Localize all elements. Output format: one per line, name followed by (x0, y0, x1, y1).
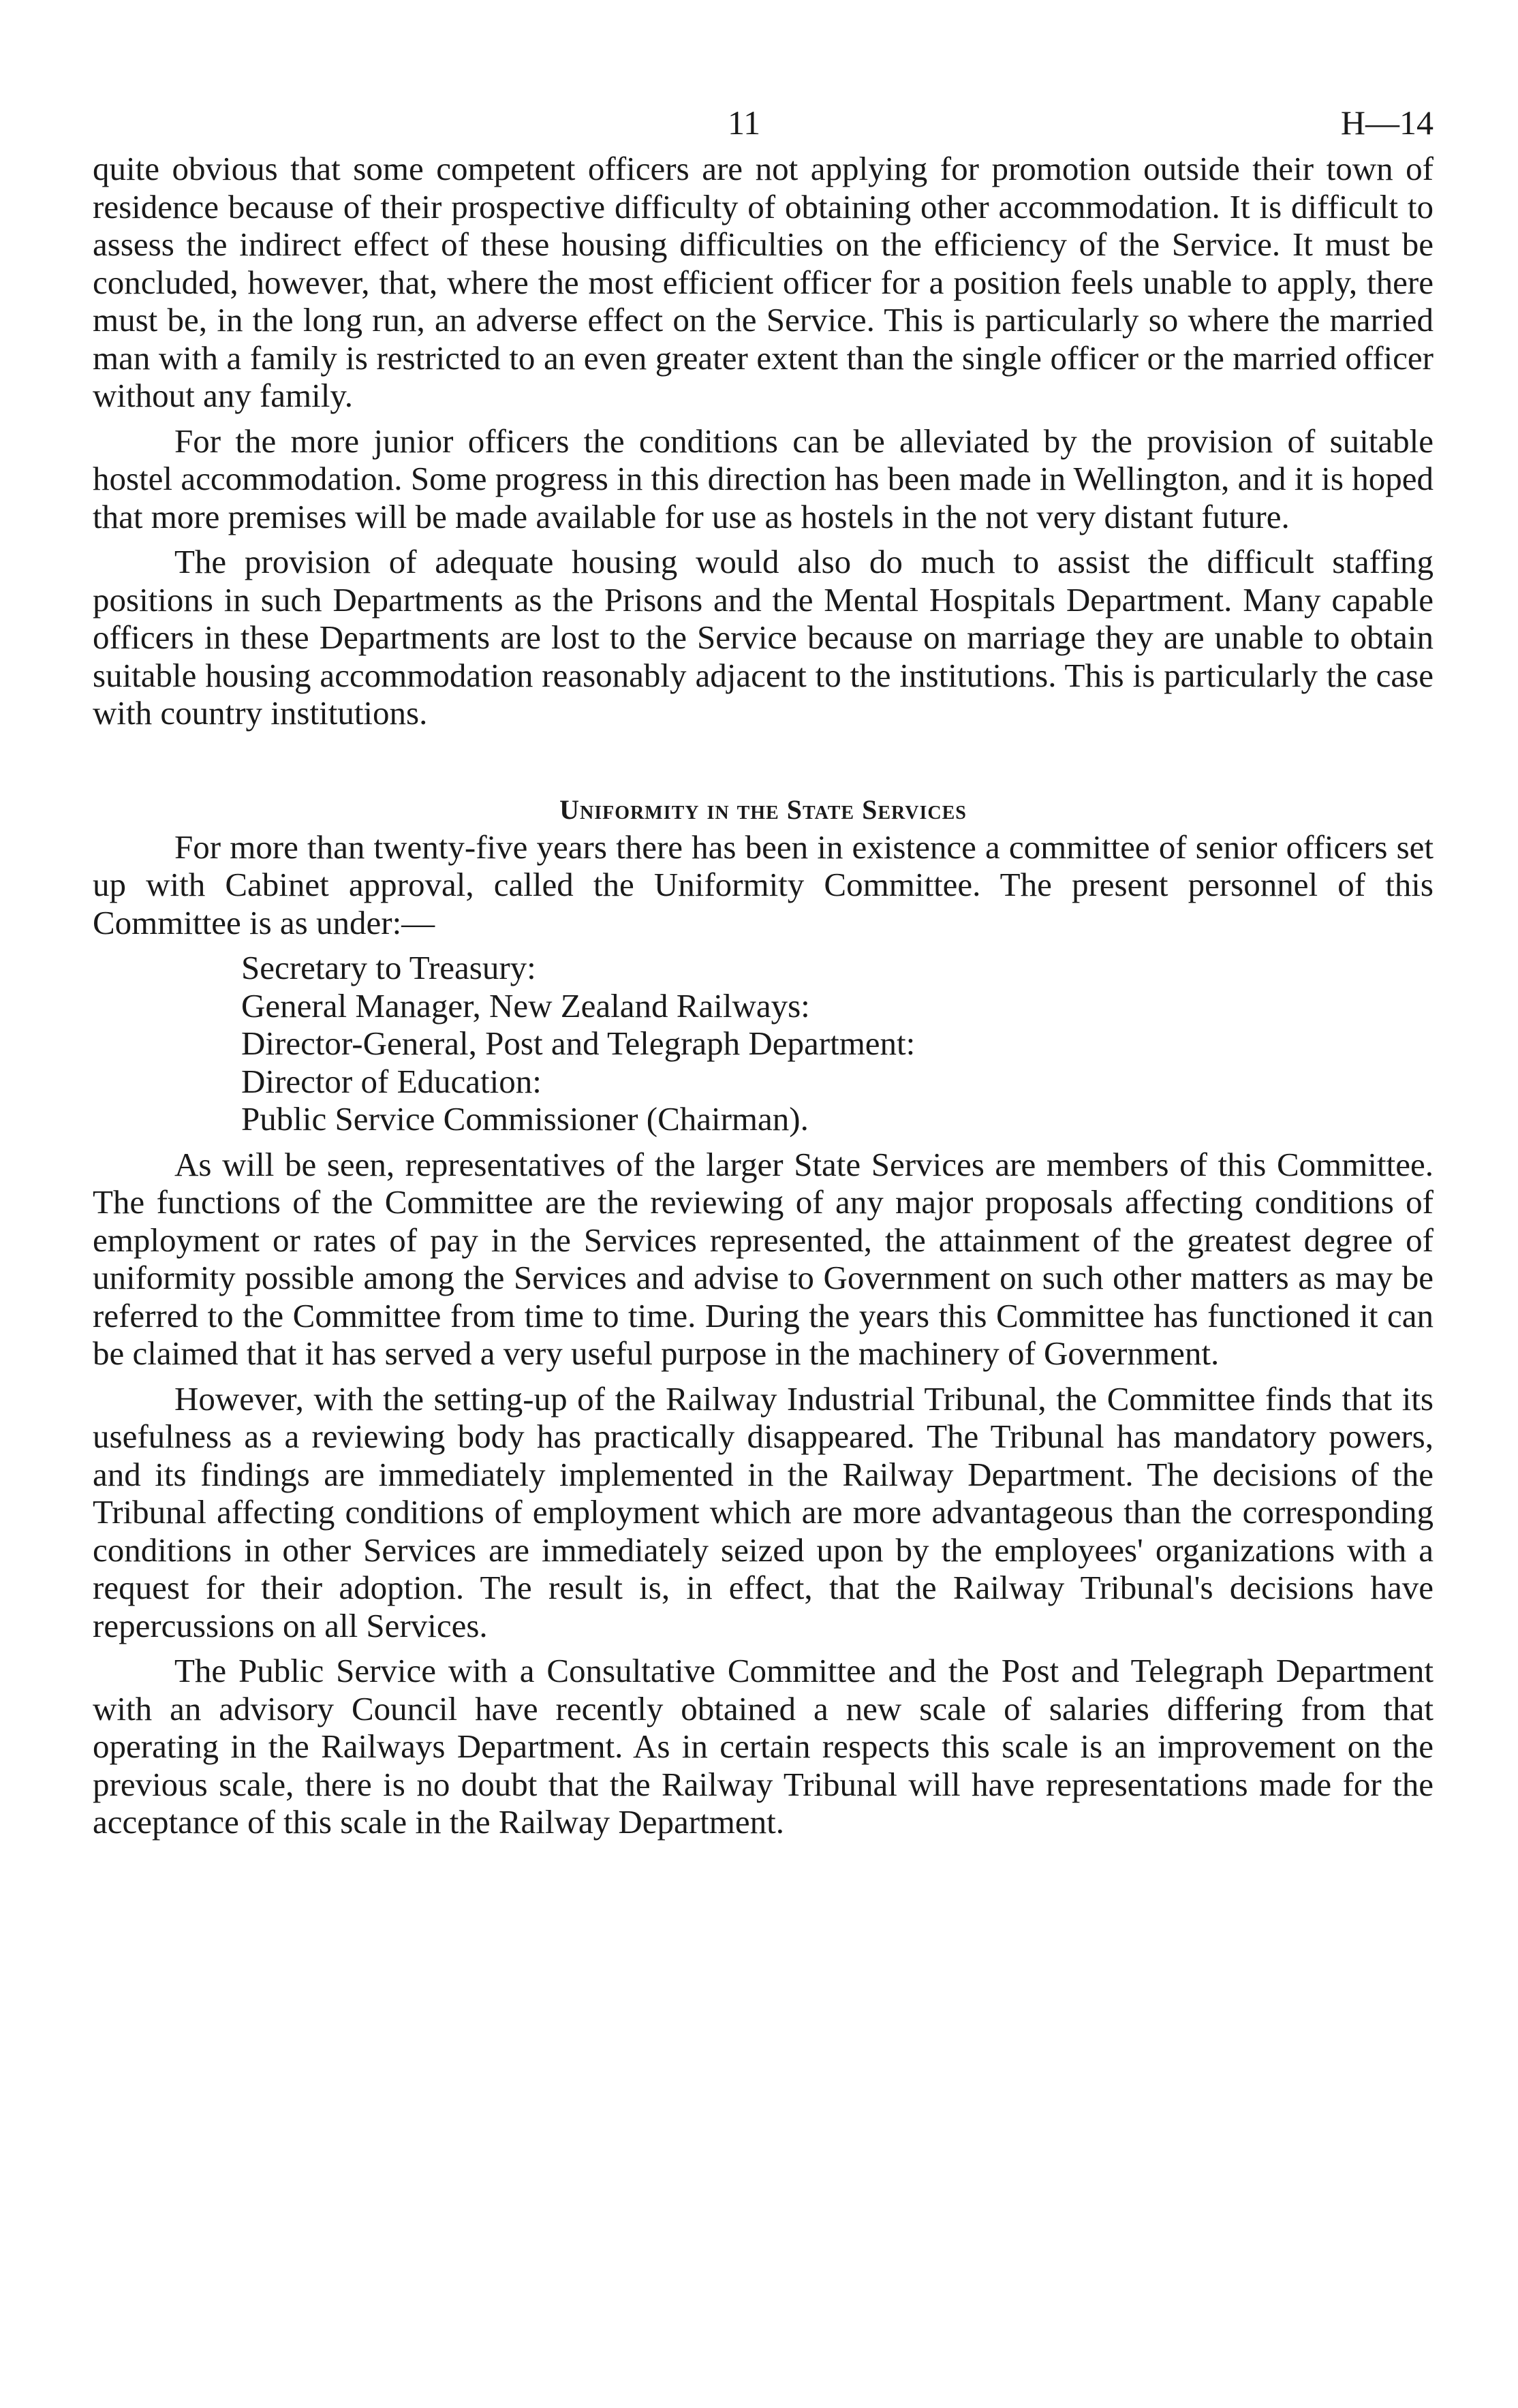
paragraph-railway-tribunal: However, with the setting-up of the Railway Industrial Tribunal, the Committee finds that its usefulness as a reviewing body has practically disappeared. The Tribunal has mandatory powers, and its findings are immediately implemented in the Railway Department. The decisions of the Tribunal affecting conditions of employment which are more advantageous than the corresponding conditions in other Services are immediately seized upon by the employees' organizations with a request for their adoption. The result is, in effect, that the Railway Tribunal's decisions have repercussions on all Services. (93, 1379, 1434, 1644)
page-number: 11 (728, 104, 761, 142)
paragraph-salary-scale: The Public Service with a Consultative Committee and the Post and Telegraph Department with an advisory Council have recently obtained a new scale of salaries differing from that operating in the Railways Department. As in certain respects this scale is an improvement on the previous scale, there is no doubt that the Railway Tribunal will have representations made for the acceptance of this scale in the Railway Department. (93, 1652, 1434, 1841)
paragraph-committee-intro: For more than twenty-five years there has been in existence a committee of senior officers set up with Cabinet approval, called the Uniformity Committee. The present personnel of this Committee is as under:— (93, 828, 1434, 941)
committee-member-list (93, 949, 1434, 1138)
committee-member: Director-General, Post and Telegraph Department: (241, 1025, 916, 1062)
committee-member: Public Service Commissioner (Chairman). (241, 1100, 809, 1138)
section-heading: Uniformity in the State Services (559, 794, 967, 825)
committee-member: General Manager, New Zealand Railways: (241, 986, 810, 1025)
document-page (93, 102, 1434, 1849)
page-header (93, 102, 1434, 150)
paragraph-housing-provision: The provision of adequate housing would also do much to assist the difficult staffing positions in such Departments as the Prisons and the Mental Hospitals Department. Many capable officers in these Departments are lost to the Service because on marriage they are unable to obtain suitable housing accommodation reasonably adjacent to the institutions. This is particularly the case with country institutions. (93, 543, 1434, 732)
body-text (93, 150, 1434, 1841)
paragraph-housing-continued: quite obvious that some competent officers are not applying for promotion outside their town of residence because of their prospective difficulty of obtaining other accommodation. It is difficult to assess the indirect effect of these housing difficulties on the efficiency of the Service. It must be concluded, however, that, where the most efficient officer for a position feels unable to apply, there must be, in the long run, an adverse effect on the Service. This is particularly so where the married man with a family is restricted to an even greater extent than the single officer or the married officer without any family. (93, 150, 1434, 414)
committee-member: Secretary to Treasury: (241, 949, 536, 986)
document-reference: H—14 (1340, 104, 1434, 142)
committee-member: Director of Education: (241, 1062, 542, 1100)
paragraph-hostel-accommodation: For the more junior officers the conditions can be alleviated by the provision of suitable hostel accommodation. Some progress in this direction has been made in Wellington, and it is hoped that more premises will be made available for use as hostels in the not very distant future. (93, 422, 1434, 535)
paragraph-committee-functions: As will be seen, representatives of the larger State Services are members of this Committee. The functions of the Committee are the reviewing of any major proposals affecting conditions of employment or rates of pay in the Services represented, the attainment of the greatest degree of uniformity possible among the Services and advise to Government on such other matters as may be referred to the Committee from time to time. During the years this Committee has functioned it can be claimed that it has served a very useful purpose in the machinery of Government. (93, 1145, 1434, 1372)
